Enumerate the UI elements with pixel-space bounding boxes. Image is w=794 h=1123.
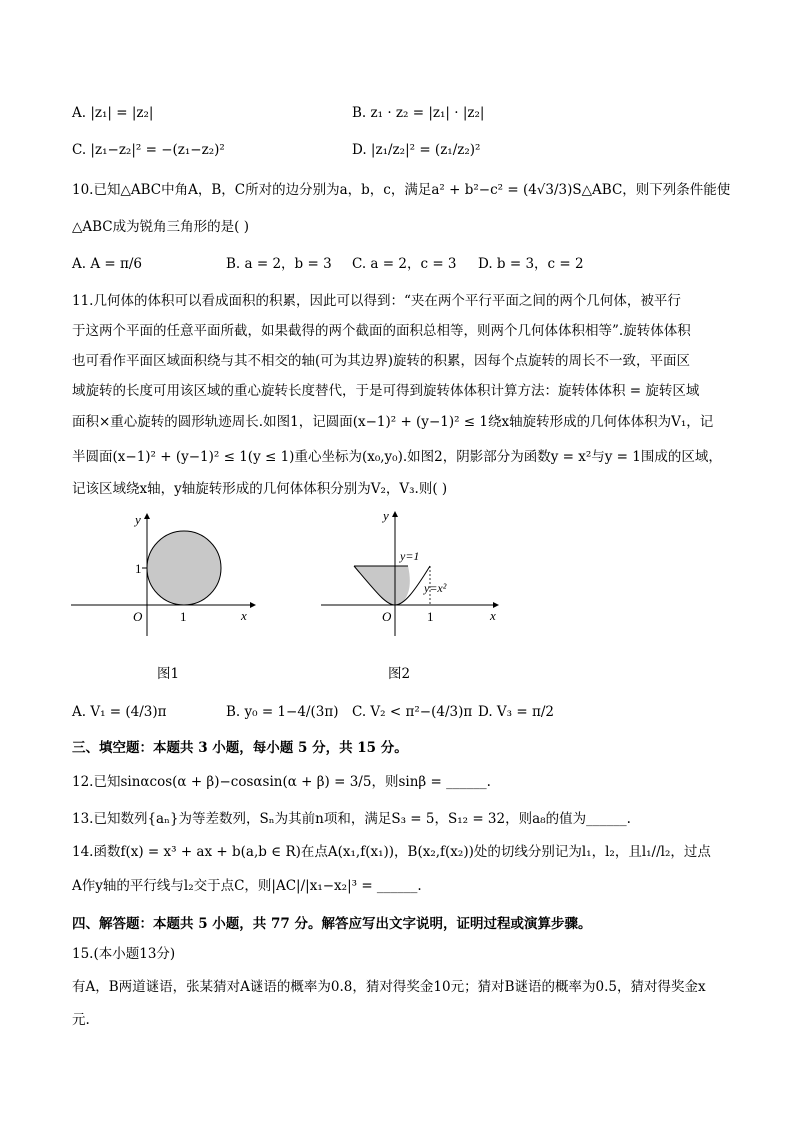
figure-2-x-label: x	[490, 608, 496, 623]
figure-2-svg	[318, 508, 508, 638]
figure-1	[65, 508, 265, 638]
q14-line-1: 14.函数f(x) = x³ + ax + b(a,b ∈ R)在点A(x₁,f(x₁))，B(x₂,f(x₂))处的切线分别记为l₁，l₂，且l₁//l₂，过点	[72, 844, 711, 860]
q10-stem-line-1: 10.已知△ABC中角A，B，C所对的边分别为a，b，c，满足a² + b²−c² = (4√3/3)S△ABC，则下列条件能使	[72, 182, 731, 198]
figure-1-svg	[65, 508, 265, 638]
q11-option-a: A. V₁ = (4/3)π	[72, 704, 167, 720]
figure-2-shaded-region	[354, 566, 410, 605]
q11-option-d: D. V₃ = π/2	[478, 704, 554, 720]
q12-text: 12.已知sinαcos(α + β)−cosαsin(α + β) = 3/5，则sinβ = ______.	[72, 774, 491, 790]
q11-stem-line-3: 也可看作平面区域面积绕与其不相交的轴(可为其边界)旋转的积累，因每个点旋转的周长不一致，平面区	[72, 353, 691, 369]
q15-line-2: 元.	[72, 1012, 90, 1028]
figure-2-y-label: y	[383, 508, 389, 523]
q10-option-b: B. a = 2，b = 3	[226, 256, 332, 272]
q9-option-a: A. |z₁| = |z₂|	[72, 105, 154, 121]
q11-stem-line-1: 11.几何体的体积可以看成面积的积累，因此可以得到：“夹在两个平行平面之间的两个几何体，被平行	[72, 293, 681, 309]
q13-text: 13.已知数列{aₙ}为等差数列，Sₙ为其前n项和，满足S₃ = 5，S₁₂ = 32，则a₈的值为______.	[72, 811, 631, 827]
figure-1-x-label: x	[241, 608, 247, 623]
section-3-heading: 三、填空题：本题共 3 小题，每小题 5 分，共 15 分。	[72, 740, 408, 756]
q11-stem-line-2: 于这两个平面的任意平面所截，如果截得的两个截面的面积总相等，则两个几何体体积相等”.旋转体体积	[72, 323, 691, 339]
figure-1-y-label: y	[135, 512, 141, 527]
figure-1-caption: 图1	[157, 666, 180, 682]
q9-option-c: C. |z₁−z₂|² = −(z₁−z₂)²	[72, 142, 225, 158]
q15-heading: 15.(本小题13分)	[72, 946, 176, 962]
figure-2-tick-x-label: 1	[427, 609, 434, 624]
q11-stem-line-5: 面积×重心旋转的圆形轨迹周长.如图1，记圆面(x−1)² + (y−1)² ≤ 1绕x轴旋转形成的几何体体积为V₁，记	[72, 414, 714, 430]
figure-2-caption: 图2	[388, 666, 411, 682]
q11-stem-line-4: 域旋转的长度可用该区域的重心旋转长度替代，于是可得到旋转体体积计算方法：旋转体体积 = 旋转区域	[72, 383, 700, 399]
figure-2	[318, 508, 508, 638]
q10-option-c: C. a = 2，c = 3	[352, 256, 457, 272]
figure-2-line-label: y=1	[400, 549, 420, 563]
section-4-heading: 四、解答题：本题共 5 小题，共 77 分。解答应写出文字说明，证明过程或演算步骤。	[72, 916, 592, 932]
q14-line-2: A作y轴的平行线与l₂交于点C，则|AC|/|x₁−x₂|³ = ______.	[72, 878, 422, 894]
q9-option-d: D. |z₁/z₂|² = (z₁/z₂)²	[352, 142, 481, 158]
q10-option-a: A. A = π/6	[72, 256, 142, 272]
q11-option-c: C. V₂ < π²−(4/3)π	[352, 704, 473, 720]
q10-option-d: D. b = 3，c = 2	[478, 256, 584, 272]
q11-option-b: B. y₀ = 1−4/(3π)	[226, 704, 339, 720]
q11-stem-line-6: 半圆面(x−1)² + (y−1)² ≤ 1(y ≤ 1)重心坐标为(x₀,y₀).如图2，阴影部分为函数y = x²与y = 1围成的区域，	[72, 449, 722, 465]
q9-option-b: B. z₁ · z₂ = |z₁| · |z₂|	[352, 105, 485, 121]
figure-2-origin-label: O	[382, 609, 392, 624]
figure-1-tick-x-label: 1	[180, 609, 187, 624]
figure-2-curve-label: y=x²	[424, 581, 447, 595]
q10-stem-line-2: △ABC成为锐角三角形的是( )	[72, 219, 249, 235]
figure-1-disk	[147, 531, 221, 605]
q11-stem-line-7: 记该区域绕x轴，y轴旋转形成的几何体体积分别为V₂，V₃.则( )	[72, 481, 448, 497]
q15-line-1: 有A，B两道谜语，张某猜对A谜语的概率为0.8，猜对得奖金10元；猜对B谜语的概率为0.5，猜对得奖金x	[72, 979, 706, 995]
figure-1-origin-label: O	[133, 609, 143, 624]
figure-1-tick-y-label: 1	[135, 561, 142, 576]
